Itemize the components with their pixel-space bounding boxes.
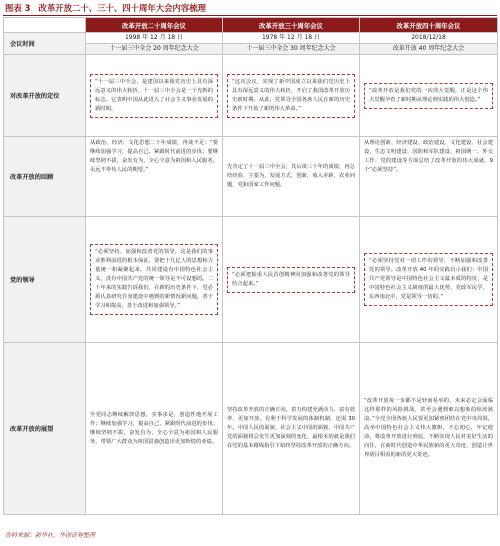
table-row (4, 55, 498, 137)
table-cell (223, 217, 360, 343)
table-row (4, 137, 498, 217)
source-note: 资料来源：新华社，华创证券整理 (5, 532, 96, 539)
quote-box: “必须坚持党对一切工作的领导，不断加强和改善党的领导。改革开放 40 年的实践启示我们：中国共产党领导是中国特色社会主义最本质的特征，是中国特色社会主义制度的最大优势，党政军民学，东西南北中，党是领导一切的。” (364, 253, 493, 306)
row-label-review: 改革开放的回顾 (4, 137, 86, 217)
quote-box: “十一届三中全会，是建国以来我党历史上具有深远意义的伟大转折，十一届三中全会是一个光辉的标志，它表明中国从此进入了社会主义事业发展的新时期。 (90, 74, 218, 118)
quote-box: “必须坚持、加强和改善党的领导。这是我们的事业胜利前进的根本保证，要把十几亿人的思想和力量统一和凝聚起来，共同建设有中国特色社会主义，没有中国共产党的统一领导是不可设想的。二十年来的实践告诉我们，在新的历史条件下，党必须认真研究自身建设中遇到的新情况新问题，善于学习和提高，善于改进和加强领导。” (90, 244, 218, 315)
meeting-name-30th: 十一届三中全会 30 周年纪念大会 (223, 44, 360, 55)
table-cell: 坚持改革开放的正确方向，着力构建充满活力、富有效率、更加开放、有利于科学发展的体制机制，还需 30 年。中国人民的面貌、社会主义中国的面貌、中国共产党的面貌将会发生更加深刻的变化，最根本的就是我们在党的基本路线指引下始终坚持改革开放的正确方向。 (223, 343, 360, 515)
meeting-date-20th: 1998 年 12 月 18 日 (86, 33, 223, 44)
title-rule (3, 15, 497, 16)
column-header-40th: 改革开放四十周年会议 (360, 18, 498, 33)
row-label-party-leadership: 党的领导 (4, 217, 86, 343)
table-cell: 从理论创新、经济建设、政治建设、文化建设、社会建设、生态文明建设、国防和军队建设、祖国统一、外交工作、党的建设等方面总结了改革开放的伟大成就，9个“必须坚持”。 (360, 137, 498, 217)
figure-number: 图表 3 (5, 2, 31, 13)
figure-title-text: 改革开放二十、三十、四十周年大会内容梳理 (38, 2, 206, 13)
quote-box: “必须把握重人民首创精神同加强和改善党的领导结合起来。” (227, 267, 355, 293)
table-cell (86, 217, 223, 343)
header-corner (4, 18, 86, 33)
meeting-date-row (4, 33, 498, 44)
header-row (4, 18, 498, 33)
table-row (4, 217, 498, 343)
row-label-meeting-time: 会议时间 (4, 33, 86, 55)
meeting-name-20th: 十一届三中全会 20 周年纪念大会 (86, 44, 223, 55)
meetings-table (3, 17, 498, 515)
figure-title (5, 1, 206, 14)
quote-box: “这次会议，实现了新中国成立以来我们党历史上具有深远意义的伟大转折，开启了我国改革开放历史新时期。从此，党领导全国各族人民在新的历史条件下开始了新的伟大革命。” (227, 74, 355, 118)
table-cell: 从政治、经济、文化思想二十年成绩，再谈不足：“要继续加强学习，提高自己，紧跟时代前进的步伐；要继续坚韧不拔，奋发有为，全心全意为祖国和人民服务，永远不辜负人民的期望。” (86, 137, 223, 217)
column-header-20th: 改革开放二十周年会议 (86, 18, 223, 33)
meeting-date-40th: 2018/12/18 (360, 33, 498, 44)
table-cell (360, 217, 498, 343)
meeting-date-30th: 1978 年 12 月 18 日 (223, 33, 360, 44)
row-label-outlook: 改革开放的展望 (4, 343, 86, 515)
meeting-name-40th: 改革开放 40 周年纪念大会 (360, 44, 498, 55)
quote-box: “改革开放是我们党的一次伟大觉醒，正是这个伟大觉醒孕育了新时期从理论到实践的伟大创造。” (364, 83, 493, 109)
row-label-positioning: 对改革开放的定位 (4, 55, 86, 137)
table-row (4, 343, 498, 515)
table-cell (223, 55, 360, 137)
table-cell: 先肯定了十一届三中全会，其后谈三十年的成绩，再总结经验，主要为，发展方式，创新，收入差距、农业问题、党和国家工作问题。 (223, 137, 360, 217)
table-cell (360, 55, 498, 137)
table-cell (86, 55, 223, 137)
table-cell: 全党同志继续解放思想，实事求是，创造性地开展工作；继续加强学习，提高自己，紧跟时代前进的步伐；继续坚韧不拔，奋发有为，全心全意为祖国和人民服务，带领广大群众为祖国富强创造出更加辉煌的业绩。 (86, 343, 223, 515)
column-header-30th: 改革开放三十周年会议 (223, 18, 360, 33)
table-cell: “改革开放每一步都不是轻而易举的，未来必定会面临这样那样的风险挑战，甚至会遇到难以想象的惊涛骇浪。”全党全国各族人民要更加紧密团结在党中央周围，高举中国特色社会主义伟大旗帜，不忘初心，牢记使命，将改革开放进行到底，不断实现人民对美好生活的向往，在新时代创造中华民族新的更大奇迹，创造让世界刮目相看的新的更大奇迹。 (360, 343, 498, 515)
